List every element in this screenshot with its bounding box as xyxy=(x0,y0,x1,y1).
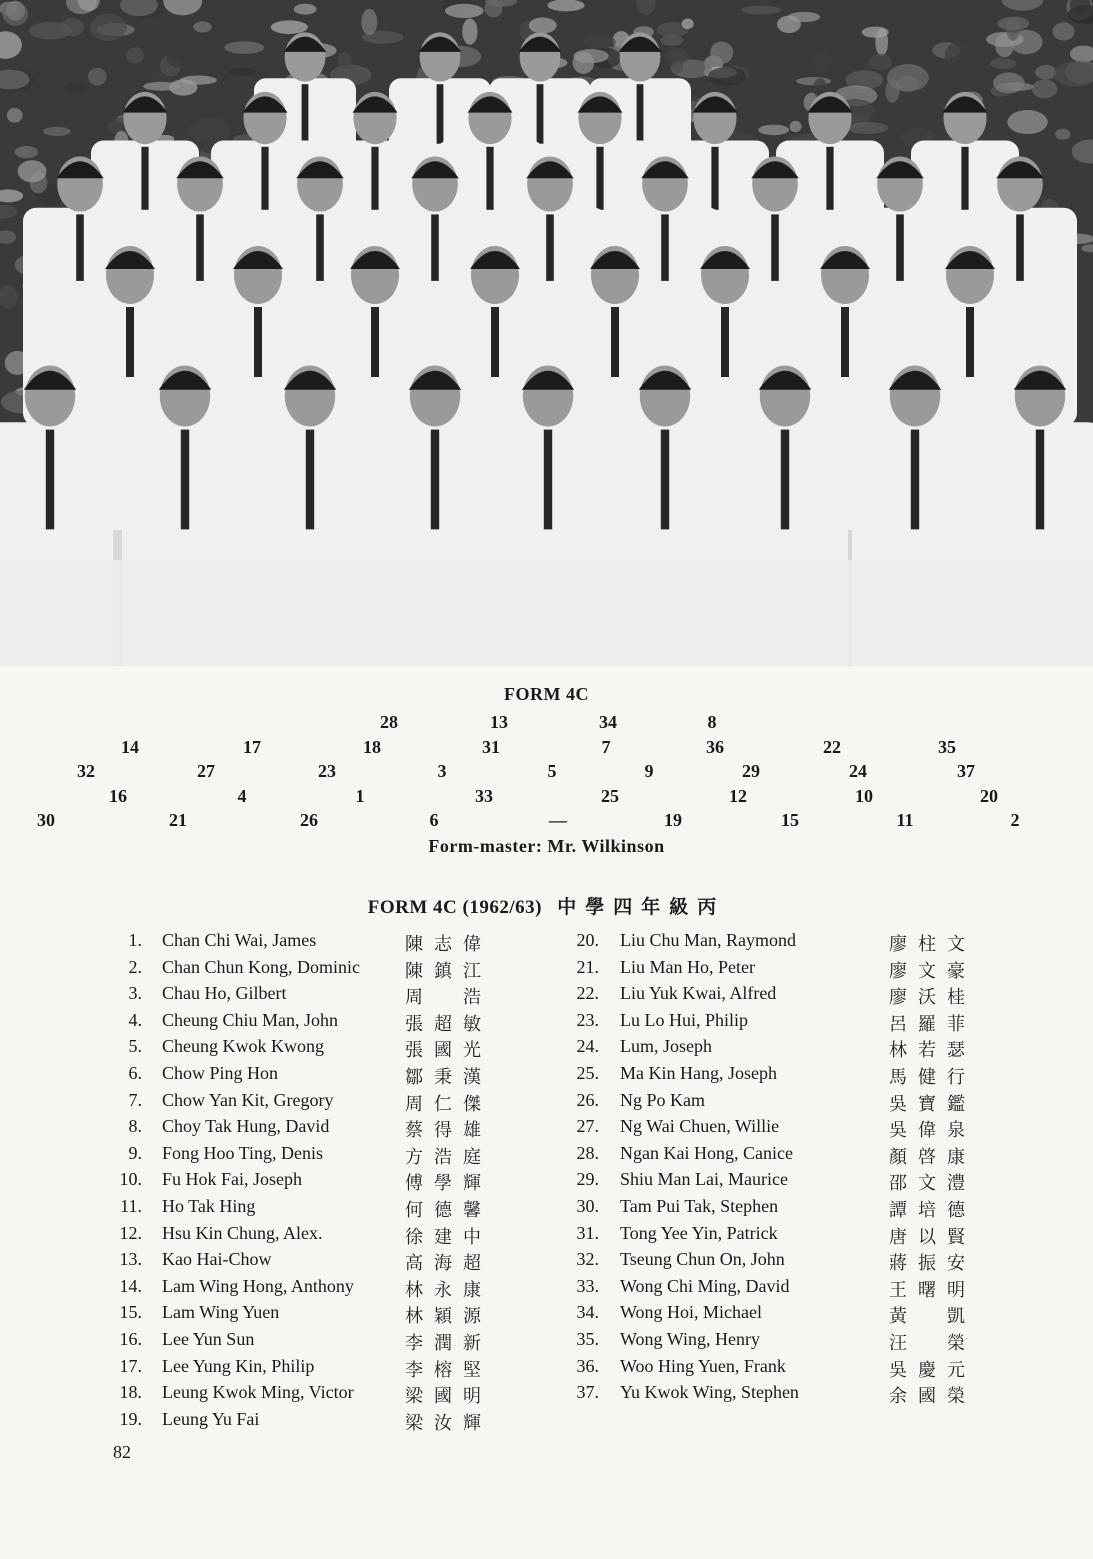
student-name: Chau Ho, Gilbert xyxy=(162,983,287,1004)
position-number: 27 xyxy=(197,761,215,781)
student-name-chinese: 譚培德 xyxy=(889,1199,976,1221)
position-number: 24 xyxy=(849,761,867,781)
student-name: Tam Pui Tak, Stephen xyxy=(620,1195,779,1216)
roster-number: 23. xyxy=(576,1009,599,1030)
roster-number: 22. xyxy=(576,983,599,1004)
student-name: Lee Yung Kin, Philip xyxy=(162,1355,315,1376)
student-name-chinese: 廖沃桂 xyxy=(889,987,976,1009)
form-master-caption: Form-master: Mr. Wilkinson xyxy=(428,836,665,856)
roster-number: 34. xyxy=(576,1302,599,1323)
student-name-chinese: 黃 凱 xyxy=(889,1306,976,1328)
student-name: Wong Wing, Henry xyxy=(620,1328,760,1349)
position-number: 30 xyxy=(37,810,55,830)
student-name-chinese: 李潤新 xyxy=(405,1332,492,1354)
student-name-chinese: 林永康 xyxy=(405,1279,492,1301)
roster-number: 20. xyxy=(576,930,599,950)
roster-number: 7. xyxy=(128,1089,142,1110)
position-number: 1 xyxy=(355,786,365,806)
student-name-chinese: 傅學輝 xyxy=(405,1173,492,1195)
roster-number: 24. xyxy=(576,1036,599,1057)
roster-title xyxy=(0,892,1093,919)
student-name-chinese: 吳寶鑑 xyxy=(889,1093,976,1115)
student-name: Lam Wing Yuen xyxy=(162,1302,280,1323)
student-name-chinese: 余國榮 xyxy=(889,1386,976,1408)
student-name: Cheung Kwok Kwong xyxy=(162,1036,324,1057)
page-number: 82 xyxy=(113,1442,131,1462)
position-number: 33 xyxy=(475,786,493,806)
student-name-chinese: 吳偉泉 xyxy=(889,1120,976,1142)
student-name: Leung Yu Fai xyxy=(162,1408,260,1429)
class-photo-image xyxy=(0,0,1093,666)
position-number: 19 xyxy=(664,810,682,830)
student-name: Yu Kwok Wing, Stephen xyxy=(620,1382,799,1403)
roster-title-chinese: 中學四年級丙 xyxy=(557,896,726,918)
student-name-chinese: 馬健行 xyxy=(889,1066,976,1088)
roster-number: 14. xyxy=(119,1275,142,1296)
student-name: Fu Hok Fai, Joseph xyxy=(162,1169,303,1190)
student-name: Lee Yun Sun xyxy=(162,1328,255,1349)
student-name: Choy Tak Hung, David xyxy=(162,1116,330,1137)
student-name-chinese: 李榕堅 xyxy=(405,1359,492,1381)
roster-number: 12. xyxy=(119,1222,142,1243)
student-name-chinese: 張超敏 xyxy=(405,1013,492,1035)
roster-title-english: FORM 4C (1962/63) xyxy=(367,897,542,918)
student-name-chinese: 蔡得雄 xyxy=(405,1120,492,1142)
student-name: Shiu Man Lai, Maurice xyxy=(620,1169,788,1190)
student-name: Ng Po Kam xyxy=(620,1089,705,1110)
position-number: 14 xyxy=(121,737,139,757)
position-number: 3 xyxy=(437,761,447,781)
roster-number: 2. xyxy=(128,956,142,977)
student-name-chinese: 呂羅菲 xyxy=(889,1013,976,1035)
student-name: Tong Yee Yin, Patrick xyxy=(620,1222,778,1243)
roster-number: 21. xyxy=(576,956,599,977)
student-name-chinese: 梁國明 xyxy=(405,1386,492,1408)
roster-number: 5. xyxy=(128,1036,142,1057)
student-name-chinese: 梁汝輝 xyxy=(405,1412,492,1434)
position-number: 36 xyxy=(706,737,724,757)
roster-number: 11. xyxy=(120,1195,142,1216)
roster-number: 27. xyxy=(576,1116,599,1137)
student-name: Chan Chi Wai, James xyxy=(162,930,317,950)
student-name: Fong Hoo Ting, Denis xyxy=(162,1142,324,1163)
roster-number: 37. xyxy=(576,1382,599,1403)
student-name-chinese: 顏啓康 xyxy=(889,1146,976,1168)
position-number: 12 xyxy=(729,786,747,806)
student-name-chinese: 王曙明 xyxy=(889,1279,976,1301)
roster-number: 31. xyxy=(576,1222,599,1243)
position-number: 34 xyxy=(599,712,617,732)
student-name-chinese: 林若瑟 xyxy=(889,1040,976,1062)
roster-number: 15. xyxy=(119,1302,142,1323)
roster-number: 18. xyxy=(119,1382,142,1403)
position-number: 9 xyxy=(644,761,654,781)
roster-number: 16. xyxy=(119,1328,142,1349)
roster-number: 6. xyxy=(128,1062,142,1083)
position-number: 20 xyxy=(980,786,998,806)
student-name-chinese: 廖文豪 xyxy=(889,960,976,982)
student-name: Wong Hoi, Michael xyxy=(620,1302,763,1323)
position-number: 26 xyxy=(300,810,318,830)
student-name: Chow Yan Kit, Gregory xyxy=(162,1089,334,1110)
position-number: 10 xyxy=(855,786,873,806)
roster-number: 13. xyxy=(119,1249,142,1270)
student-name-chinese: 徐建中 xyxy=(405,1226,492,1248)
student-name: Chan Chun Kong, Dominic xyxy=(162,956,360,977)
student-name-chinese: 張國光 xyxy=(405,1040,492,1062)
student-name-chinese: 周仁傑 xyxy=(405,1093,492,1115)
student-name: Lu Lo Hui, Philip xyxy=(620,1009,749,1030)
roster-number: 17. xyxy=(119,1355,142,1376)
position-number: 28 xyxy=(380,712,398,732)
roster-number: 25. xyxy=(576,1062,599,1083)
position-number: 35 xyxy=(938,737,956,757)
student-name: Kao Hai-Chow xyxy=(162,1249,272,1270)
student-name: Woo Hing Yuen, Frank xyxy=(620,1355,786,1376)
position-number: 31 xyxy=(482,737,500,757)
position-number: 15 xyxy=(781,810,799,830)
student-name: Ho Tak Hing xyxy=(162,1195,256,1216)
student-name-chinese: 邵文澧 xyxy=(889,1173,976,1195)
student-name: Lam Wing Hong, Anthony xyxy=(162,1275,354,1296)
position-number: 6 xyxy=(429,810,439,830)
position-number: 37 xyxy=(957,761,975,781)
student-name-chinese: 汪 榮 xyxy=(889,1332,976,1354)
student-name: Ma Kin Hang, Joseph xyxy=(620,1062,777,1083)
position-number: 22 xyxy=(823,737,841,757)
student-name: Ngan Kai Hong, Canice xyxy=(620,1142,793,1163)
student-name: Wong Chi Ming, David xyxy=(620,1275,790,1296)
student-name: Chow Ping Hon xyxy=(162,1062,279,1083)
position-number: 13 xyxy=(490,712,508,732)
position-number: 11 xyxy=(896,810,914,830)
position-number: 16 xyxy=(109,786,127,806)
position-number: 23 xyxy=(318,761,336,781)
position-number: 25 xyxy=(601,786,619,806)
roster-number: 1. xyxy=(128,930,142,950)
roster-number: 32. xyxy=(576,1249,599,1270)
position-number: 5 xyxy=(547,761,557,781)
roster-number: 4. xyxy=(128,1009,142,1030)
position-number: 29 xyxy=(742,761,760,781)
roster-number: 36. xyxy=(576,1355,599,1376)
position-number: — xyxy=(549,810,567,830)
roster-number: 10. xyxy=(119,1169,142,1190)
student-name-chinese: 陳鎮江 xyxy=(405,960,492,982)
student-name-chinese: 廖柱文 xyxy=(889,934,976,955)
position-number: 8 xyxy=(707,712,717,732)
roster-number: 8. xyxy=(128,1116,142,1137)
student-name-chinese: 鄒秉漢 xyxy=(405,1066,492,1088)
position-number: 18 xyxy=(363,737,381,757)
student-name-chinese: 唐以賢 xyxy=(889,1226,976,1248)
position-number: 32 xyxy=(77,761,95,781)
student-name-chinese: 林穎源 xyxy=(405,1306,492,1328)
student-name-chinese: 吳慶元 xyxy=(889,1359,976,1381)
student-name-chinese: 陳志偉 xyxy=(405,934,492,955)
roster-number: 35. xyxy=(576,1328,599,1349)
student-name-chinese: 高海超 xyxy=(405,1253,492,1275)
student-name: Ng Wai Chuen, Willie xyxy=(620,1116,780,1137)
student-name: Hsu Kin Chung, Alex. xyxy=(162,1222,323,1243)
roster-number: 19. xyxy=(119,1408,142,1429)
roster-number: 26. xyxy=(576,1089,599,1110)
roster-number: 3. xyxy=(128,983,142,1004)
position-number: 21 xyxy=(169,810,187,830)
roster-number: 33. xyxy=(576,1275,599,1296)
roster-number: 29. xyxy=(576,1169,599,1190)
student-name: Leung Kwok Ming, Victor xyxy=(162,1382,354,1403)
student-name-chinese: 何德馨 xyxy=(405,1199,492,1221)
student-name: Liu Chu Man, Raymond xyxy=(620,930,796,950)
position-number: 7 xyxy=(601,737,611,757)
student-name-chinese: 蔣振安 xyxy=(889,1253,976,1275)
roster-number: 9. xyxy=(128,1142,142,1163)
position-number: 4 xyxy=(237,786,247,806)
student-name: Lum, Joseph xyxy=(620,1036,712,1057)
roster-number: 30. xyxy=(576,1195,599,1216)
photo-caption-title: FORM 4C xyxy=(504,684,589,704)
student-name: Cheung Chiu Man, John xyxy=(162,1009,339,1030)
roster-number: 28. xyxy=(576,1142,599,1163)
position-number: 2 xyxy=(1010,810,1020,830)
student-name: Tseung Chun On, John xyxy=(620,1249,785,1270)
class-photograph xyxy=(0,0,1093,666)
student-name: Liu Yuk Kwai, Alfred xyxy=(620,983,777,1004)
student-name: Liu Man Ho, Peter xyxy=(620,956,755,977)
position-number: 17 xyxy=(243,737,261,757)
student-name-chinese: 周 浩 xyxy=(405,987,492,1009)
student-name-chinese: 方浩庭 xyxy=(405,1146,492,1168)
